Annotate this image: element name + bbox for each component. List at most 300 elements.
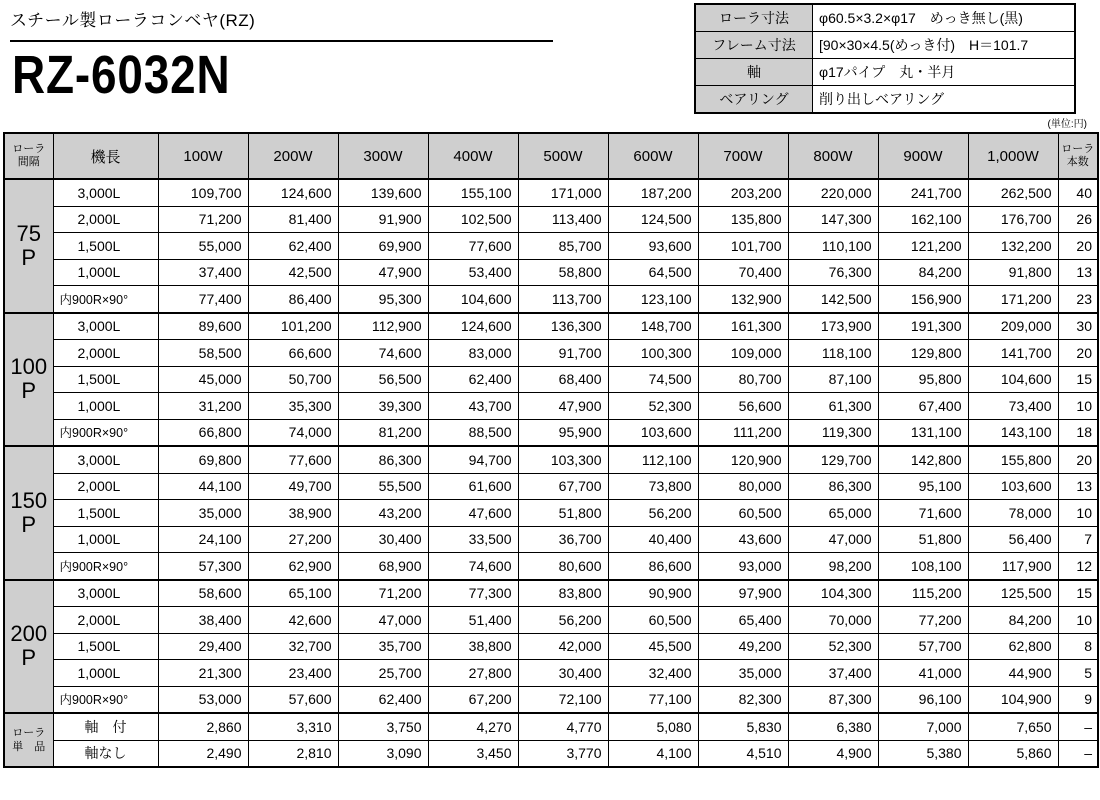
price-cell: 67,700: [518, 473, 608, 500]
spec-value: [90×30×4.5(めっき付) H＝101.7: [813, 32, 1076, 59]
price-cell: 76,300: [788, 259, 878, 286]
price-cell: 27,800: [428, 660, 518, 687]
pitch-unit: P: [21, 645, 37, 671]
price-cell: 65,400: [698, 607, 788, 634]
price-cell: 155,800: [968, 446, 1058, 473]
price-cell: 77,600: [428, 233, 518, 260]
single-label-line1: ローラ: [12, 727, 46, 739]
roller-count-cell: 10: [1058, 500, 1098, 527]
price-cell: 124,600: [248, 179, 338, 206]
price-cell: 3,750: [338, 713, 428, 740]
price-cell: 86,400: [248, 286, 338, 313]
width-header: 1,000W: [968, 133, 1058, 179]
price-cell: 65,000: [788, 500, 878, 527]
price-cell: 58,600: [158, 580, 248, 607]
length-cell: 1,000L: [53, 259, 158, 286]
price-cell: 129,700: [788, 446, 878, 473]
price-cell: 112,100: [608, 446, 698, 473]
price-cell: 21,300: [158, 660, 248, 687]
roller-count-cell: –: [1058, 713, 1098, 740]
price-cell: 95,300: [338, 286, 428, 313]
spec-value: φ60.5×3.2×φ17 めっき無し(黒): [813, 4, 1076, 32]
single-label-line2: 単 品: [12, 741, 46, 753]
roller-count-cell: 13: [1058, 473, 1098, 500]
price-cell: 5,080: [608, 713, 698, 740]
price-table-header: [4, 133, 1098, 179]
price-cell: 56,200: [518, 607, 608, 634]
length-cell: 内900R×90°: [53, 419, 158, 446]
price-cell: 35,000: [158, 500, 248, 527]
price-cell: 142,800: [878, 446, 968, 473]
price-cell: 120,900: [698, 446, 788, 473]
price-cell: 65,100: [248, 580, 338, 607]
table-row: [4, 660, 1098, 687]
price-cell: 3,450: [428, 740, 518, 767]
price-cell: 32,400: [608, 660, 698, 687]
pitch-header-line1: ローラ: [12, 143, 46, 155]
price-cell: 173,900: [788, 313, 878, 340]
roller-count-cell: 26: [1058, 206, 1098, 233]
price-cell: 136,300: [518, 313, 608, 340]
price-cell: 33,500: [428, 526, 518, 553]
price-cell: 40,400: [608, 526, 698, 553]
length-cell: 内900R×90°: [53, 686, 158, 713]
price-cell: 38,400: [158, 607, 248, 634]
price-cell: 30,400: [338, 526, 428, 553]
price-cell: 113,700: [518, 286, 608, 313]
length-cell: 1,500L: [53, 366, 158, 393]
table-row: [4, 526, 1098, 553]
price-cell: 124,600: [428, 313, 518, 340]
price-cell: 35,000: [698, 660, 788, 687]
roller-count-cell: 13: [1058, 259, 1098, 286]
roller-count-cell: 18: [1058, 419, 1098, 446]
table-row: [4, 206, 1098, 233]
price-cell: 77,600: [248, 446, 338, 473]
price-cell: 80,600: [518, 553, 608, 580]
price-cell: 32,700: [248, 633, 338, 660]
price-cell: 81,400: [248, 206, 338, 233]
price-cell: 141,700: [968, 340, 1058, 367]
pitch-value: 200: [10, 621, 48, 647]
pitch-header: [4, 133, 53, 179]
price-cell: 203,200: [698, 179, 788, 206]
price-cell: 104,600: [968, 366, 1058, 393]
pitch-cell: [4, 580, 53, 714]
spec-row: [695, 4, 1075, 32]
price-cell: 209,000: [968, 313, 1058, 340]
spec-value: φ17パイプ 丸・半月: [813, 59, 1076, 86]
price-cell: 60,500: [608, 607, 698, 634]
price-cell: 74,500: [608, 366, 698, 393]
roller-count-cell: 15: [1058, 580, 1098, 607]
table-row: [4, 633, 1098, 660]
price-cell: 135,800: [698, 206, 788, 233]
table-row: [4, 500, 1098, 527]
price-cell: 47,900: [338, 259, 428, 286]
price-cell: 3,310: [248, 713, 338, 740]
price-cell: 77,400: [158, 286, 248, 313]
price-cell: 67,400: [878, 393, 968, 420]
price-cell: 113,400: [518, 206, 608, 233]
table-row: [4, 233, 1098, 260]
price-cell: 93,600: [608, 233, 698, 260]
price-cell: 148,700: [608, 313, 698, 340]
table-row: [4, 686, 1098, 713]
price-cell: 44,100: [158, 473, 248, 500]
unit-note: (単位:円): [1047, 119, 1087, 130]
spec-row: [695, 86, 1075, 114]
table-row: [4, 446, 1098, 473]
price-cell: 52,300: [788, 633, 878, 660]
price-cell: 119,300: [788, 419, 878, 446]
price-cell: 56,600: [698, 393, 788, 420]
table-row: [4, 179, 1098, 206]
price-cell: 7,650: [968, 713, 1058, 740]
price-cell: 74,600: [428, 553, 518, 580]
price-cell: 71,600: [878, 500, 968, 527]
price-cell: 93,000: [698, 553, 788, 580]
price-cell: 62,800: [968, 633, 1058, 660]
price-cell: 131,100: [878, 419, 968, 446]
price-cell: 61,300: [788, 393, 878, 420]
price-cell: 47,000: [788, 526, 878, 553]
price-cell: 53,400: [428, 259, 518, 286]
price-cell: 162,100: [878, 206, 968, 233]
price-cell: 57,600: [248, 686, 338, 713]
roller-count-cell: 20: [1058, 233, 1098, 260]
price-cell: 262,500: [968, 179, 1058, 206]
price-cell: 43,600: [698, 526, 788, 553]
price-cell: 156,900: [878, 286, 968, 313]
price-cell: 44,900: [968, 660, 1058, 687]
price-cell: 118,100: [788, 340, 878, 367]
table-row: [4, 286, 1098, 313]
price-cell: 171,000: [518, 179, 608, 206]
price-cell: 5,860: [968, 740, 1058, 767]
price-cell: 74,000: [248, 419, 338, 446]
price-cell: 6,380: [788, 713, 878, 740]
price-cell: 53,000: [158, 686, 248, 713]
length-cell: 2,000L: [53, 206, 158, 233]
width-header: 100W: [158, 133, 248, 179]
roller-count-cell: 30: [1058, 313, 1098, 340]
price-cell: 67,200: [428, 686, 518, 713]
price-cell: 112,900: [338, 313, 428, 340]
title-underline: [10, 40, 553, 42]
price-cell: 101,200: [248, 313, 338, 340]
roller-count-cell: 23: [1058, 286, 1098, 313]
price-cell: 132,200: [968, 233, 1058, 260]
pitch-value: 100: [10, 354, 48, 380]
price-cell: 104,900: [968, 686, 1058, 713]
price-cell: 129,800: [878, 340, 968, 367]
price-cell: 91,900: [338, 206, 428, 233]
price-cell: 36,700: [518, 526, 608, 553]
model-number: RZ-6032N: [12, 45, 231, 105]
roller-count-cell: 15: [1058, 366, 1098, 393]
price-cell: 50,700: [248, 366, 338, 393]
price-cell: 191,300: [878, 313, 968, 340]
price-cell: 4,770: [518, 713, 608, 740]
price-cell: 55,000: [158, 233, 248, 260]
price-cell: 70,000: [788, 607, 878, 634]
price-cell: 52,300: [608, 393, 698, 420]
table-row: [4, 259, 1098, 286]
price-cell: 38,800: [428, 633, 518, 660]
price-cell: 176,700: [968, 206, 1058, 233]
spec-value: 削り出しベアリング: [813, 86, 1076, 114]
price-cell: 108,100: [878, 553, 968, 580]
price-cell: 37,400: [788, 660, 878, 687]
price-cell: 62,900: [248, 553, 338, 580]
price-cell: 72,100: [518, 686, 608, 713]
roller-count-cell: 8: [1058, 633, 1098, 660]
price-cell: 147,300: [788, 206, 878, 233]
price-cell: 71,200: [338, 580, 428, 607]
pitch-cell: [4, 446, 53, 580]
width-header: 800W: [788, 133, 878, 179]
price-cell: 121,200: [878, 233, 968, 260]
price-cell: 64,500: [608, 259, 698, 286]
price-cell: 77,200: [878, 607, 968, 634]
length-cell: 2,000L: [53, 607, 158, 634]
price-cell: 57,700: [878, 633, 968, 660]
table-row: [4, 607, 1098, 634]
shaft-type-cell: 軸 付: [53, 713, 158, 740]
price-cell: 101,700: [698, 233, 788, 260]
price-cell: 41,000: [878, 660, 968, 687]
price-cell: 47,000: [338, 607, 428, 634]
price-cell: 23,400: [248, 660, 338, 687]
table-row: [4, 473, 1098, 500]
price-cell: 56,200: [608, 500, 698, 527]
length-cell: 1,000L: [53, 393, 158, 420]
price-cell: 80,700: [698, 366, 788, 393]
price-cell: 86,600: [608, 553, 698, 580]
price-cell: 7,000: [878, 713, 968, 740]
price-cell: 24,100: [158, 526, 248, 553]
price-cell: 171,200: [968, 286, 1058, 313]
price-cell: 80,000: [698, 473, 788, 500]
count-header-line1: ローラ: [1061, 143, 1095, 155]
pitch-unit: P: [21, 511, 37, 537]
single-roller-row: [4, 713, 1098, 740]
price-cell: 88,500: [428, 419, 518, 446]
price-cell: 109,700: [158, 179, 248, 206]
single-roller-row: [4, 740, 1098, 767]
roller-count-cell: 20: [1058, 340, 1098, 367]
length-cell: 2,000L: [53, 340, 158, 367]
price-cell: 42,500: [248, 259, 338, 286]
price-cell: 117,900: [968, 553, 1058, 580]
price-cell: 4,510: [698, 740, 788, 767]
price-cell: 89,600: [158, 313, 248, 340]
length-cell: 3,000L: [53, 179, 158, 206]
shaft-type-cell: 軸なし: [53, 740, 158, 767]
table-row: [4, 313, 1098, 340]
price-cell: 66,600: [248, 340, 338, 367]
roller-count-cell: 7: [1058, 526, 1098, 553]
price-cell: 31,200: [158, 393, 248, 420]
price-cell: 69,900: [338, 233, 428, 260]
price-cell: 110,100: [788, 233, 878, 260]
price-cell: 73,800: [608, 473, 698, 500]
length-cell: 1,500L: [53, 633, 158, 660]
price-cell: 86,300: [788, 473, 878, 500]
price-cell: 90,900: [608, 580, 698, 607]
price-cell: 4,100: [608, 740, 698, 767]
price-cell: 91,800: [968, 259, 1058, 286]
price-cell: 83,800: [518, 580, 608, 607]
price-cell: 77,300: [428, 580, 518, 607]
price-cell: 42,000: [518, 633, 608, 660]
spec-table: [694, 3, 1076, 114]
price-cell: 29,400: [158, 633, 248, 660]
price-cell: 35,700: [338, 633, 428, 660]
price-cell: 95,800: [878, 366, 968, 393]
price-cell: 47,600: [428, 500, 518, 527]
price-cell: 84,200: [968, 607, 1058, 634]
price-cell: 62,400: [338, 686, 428, 713]
pitch-cell: [4, 313, 53, 447]
price-cell: 85,700: [518, 233, 608, 260]
price-cell: 55,500: [338, 473, 428, 500]
price-cell: 58,800: [518, 259, 608, 286]
width-header: 500W: [518, 133, 608, 179]
price-cell: 4,900: [788, 740, 878, 767]
price-cell: 43,200: [338, 500, 428, 527]
price-cell: 94,700: [428, 446, 518, 473]
price-cell: 161,300: [698, 313, 788, 340]
roller-count-cell: 10: [1058, 393, 1098, 420]
price-cell: 43,700: [428, 393, 518, 420]
spec-label: 軸: [695, 59, 813, 86]
price-cell: 84,200: [878, 259, 968, 286]
price-cell: 132,900: [698, 286, 788, 313]
table-row: [4, 340, 1098, 367]
roller-count-cell: 20: [1058, 446, 1098, 473]
count-header-line2: 本数: [1066, 156, 1089, 168]
length-cell: 内900R×90°: [53, 286, 158, 313]
length-cell: 1,000L: [53, 660, 158, 687]
price-cell: 35,300: [248, 393, 338, 420]
spec-row: [695, 59, 1075, 86]
price-cell: 45,500: [608, 633, 698, 660]
price-cell: 100,300: [608, 340, 698, 367]
price-cell: 69,800: [158, 446, 248, 473]
roller-count-cell: 12: [1058, 553, 1098, 580]
price-cell: 220,000: [788, 179, 878, 206]
pitch-header-line2: 間隔: [17, 156, 40, 168]
price-cell: 3,090: [338, 740, 428, 767]
price-cell: 78,000: [968, 500, 1058, 527]
length-cell: 3,000L: [53, 580, 158, 607]
price-cell: 103,600: [968, 473, 1058, 500]
length-cell: 1,500L: [53, 500, 158, 527]
pitch-unit: P: [21, 378, 37, 404]
price-cell: 71,200: [158, 206, 248, 233]
price-cell: 123,100: [608, 286, 698, 313]
price-cell: 62,400: [248, 233, 338, 260]
spec-label: ベアリング: [695, 86, 813, 114]
price-cell: 91,700: [518, 340, 608, 367]
price-cell: 86,300: [338, 446, 428, 473]
price-cell: 81,200: [338, 419, 428, 446]
price-cell: 42,600: [248, 607, 338, 634]
roller-count-cell: 40: [1058, 179, 1098, 206]
price-cell: 98,200: [788, 553, 878, 580]
price-cell: 49,200: [698, 633, 788, 660]
price-cell: 104,300: [788, 580, 878, 607]
price-cell: 38,900: [248, 500, 338, 527]
count-header: [1058, 133, 1098, 179]
price-cell: 70,400: [698, 259, 788, 286]
price-cell: 125,500: [968, 580, 1058, 607]
price-cell: 68,900: [338, 553, 428, 580]
table-row: [4, 580, 1098, 607]
price-cell: 96,100: [878, 686, 968, 713]
price-cell: 58,500: [158, 340, 248, 367]
pitch-value: 75: [16, 220, 41, 246]
price-cell: 83,000: [428, 340, 518, 367]
price-cell: 2,860: [158, 713, 248, 740]
price-cell: 3,770: [518, 740, 608, 767]
roller-count-cell: 10: [1058, 607, 1098, 634]
pitch-value: 150: [10, 487, 48, 513]
table-row: [4, 366, 1098, 393]
width-header: 700W: [698, 133, 788, 179]
price-cell: 39,300: [338, 393, 428, 420]
price-cell: 77,100: [608, 686, 698, 713]
price-cell: 60,500: [698, 500, 788, 527]
price-cell: 104,600: [428, 286, 518, 313]
price-cell: 47,900: [518, 393, 608, 420]
price-cell: 115,200: [878, 580, 968, 607]
price-cell: 241,700: [878, 179, 968, 206]
price-cell: 124,500: [608, 206, 698, 233]
price-cell: 56,400: [968, 526, 1058, 553]
price-cell: 51,800: [518, 500, 608, 527]
price-cell: 57,300: [158, 553, 248, 580]
price-cell: 73,400: [968, 393, 1058, 420]
price-cell: 4,270: [428, 713, 518, 740]
pitch-unit: P: [21, 244, 37, 270]
price-cell: 49,700: [248, 473, 338, 500]
price-cell: 97,900: [698, 580, 788, 607]
price-cell: 187,200: [608, 179, 698, 206]
spec-label: ローラ寸法: [695, 4, 813, 32]
length-cell: 3,000L: [53, 313, 158, 340]
price-cell: 51,400: [428, 607, 518, 634]
width-header: 600W: [608, 133, 698, 179]
table-row: [4, 553, 1098, 580]
length-cell: 2,000L: [53, 473, 158, 500]
length-cell: 3,000L: [53, 446, 158, 473]
price-cell: 51,800: [878, 526, 968, 553]
price-cell: 27,200: [248, 526, 338, 553]
spec-label: フレーム寸法: [695, 32, 813, 59]
width-header: 300W: [338, 133, 428, 179]
price-cell: 103,600: [608, 419, 698, 446]
price-cell: 61,600: [428, 473, 518, 500]
table-row: [4, 393, 1098, 420]
price-cell: 74,600: [338, 340, 428, 367]
width-header: 400W: [428, 133, 518, 179]
table-row: [4, 419, 1098, 446]
price-cell: 45,000: [158, 366, 248, 393]
price-cell: 143,100: [968, 419, 1058, 446]
